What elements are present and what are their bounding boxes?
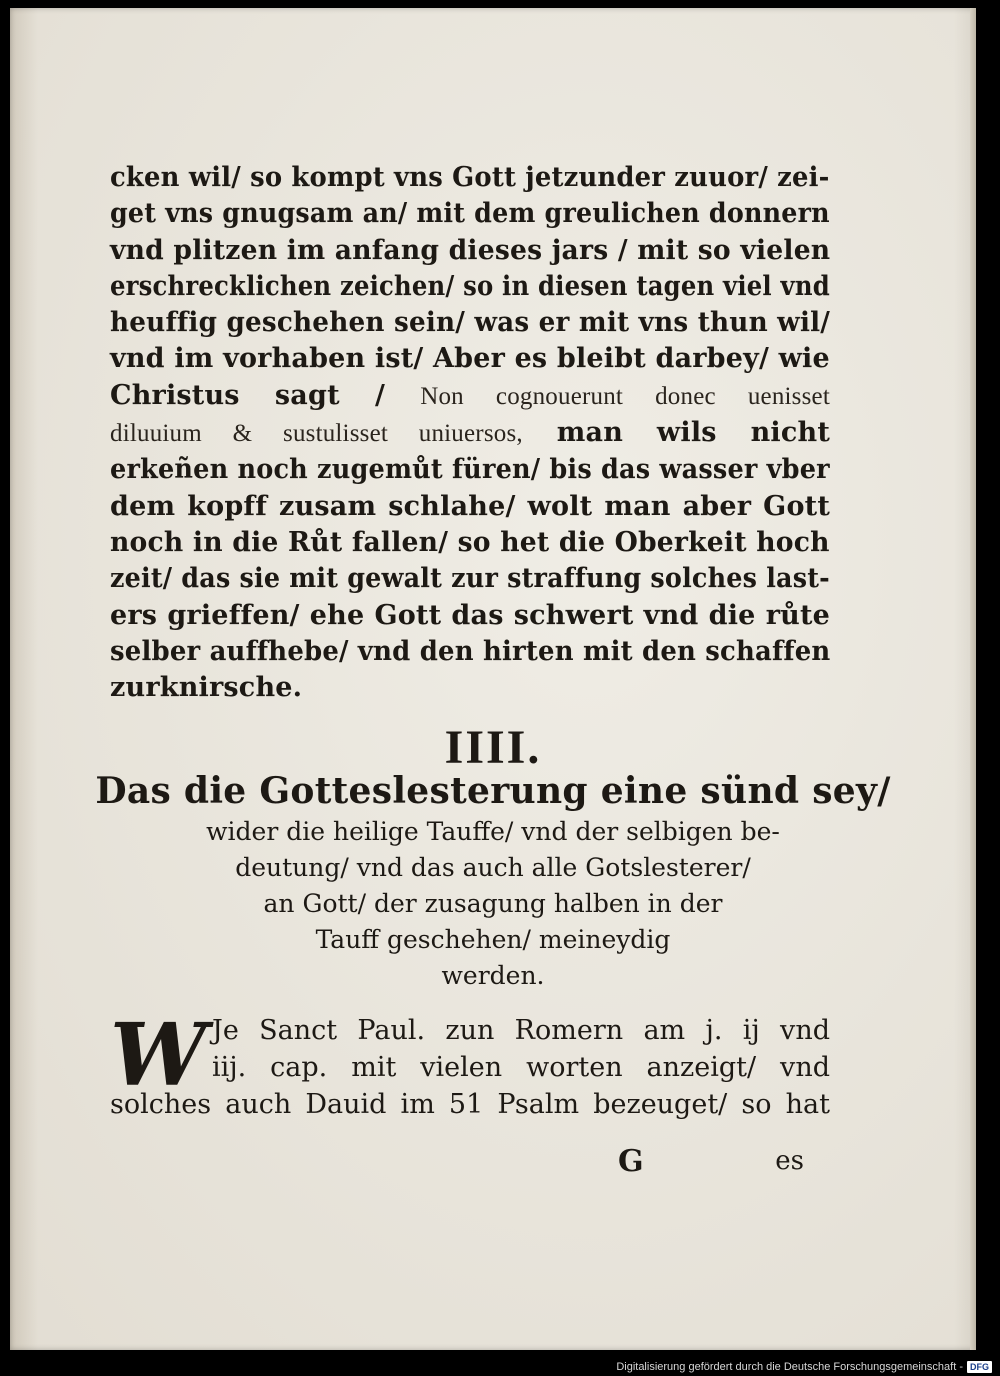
book-page [10, 8, 976, 1350]
text-line-14: selber auffhebe/ vnd den hirten mit den schaffen [110, 635, 831, 667]
text-line-13: ers grieffen/ ehe Gott das schwert vnd die růte [110, 599, 830, 631]
heading-line-1: Das die Gotteslesterung eine sünd sey/ [95, 770, 891, 812]
text-line-9: erkeñen noch zugemůt füren/ bis das wasser vber [110, 454, 830, 486]
text-line-7 [110, 378, 830, 415]
signature-line [110, 1144, 830, 1184]
credit-text: Digitalisierung gefördert durch die Deutsche Forschungsgemeinschaft - [616, 1361, 963, 1373]
chapter-heading [10, 768, 976, 994]
text-line-3: vnd plitzen im anfang dieses jars / mit so vielen [110, 234, 831, 266]
chapter-number: IIII. [444, 721, 542, 774]
text-line-7-german: Christus sagt / [110, 379, 421, 411]
paragraph-line-1: Je Sanct Paul. zun Romern am j. ij vnd [212, 1015, 830, 1046]
body-text [110, 160, 830, 706]
latin-quote-1: Non cognouerunt donec uenisset [420, 382, 830, 410]
catchword: es [775, 1146, 804, 1176]
text-line-6: vnd im vorhaben ist/ Aber es bleibt darbey/ wie [110, 343, 830, 375]
text-line-10: dem kopff zusam schlahe/ wolt man aber Gott [110, 490, 830, 522]
text-line-1: cken wil/ so kompt vns Gott jetzunder zuuor/ zei- [110, 162, 830, 193]
heading-line-6: werden. [441, 961, 545, 990]
text-line-8-german: man wils nicht [556, 417, 830, 449]
signature-mark: G [618, 1144, 644, 1179]
chapter-paragraph [110, 1005, 830, 1123]
heading-line-4: an Gott/ der zusagung halben in der [263, 889, 723, 918]
drop-cap-initial: W [110, 1005, 207, 1106]
paragraph-line-3: solches auch Dauid im 51 Psalm bezeuget/ so hat [110, 1089, 830, 1120]
dfg-logo: DFG [967, 1361, 992, 1373]
digitization-credit [616, 1361, 992, 1373]
text-line-5: heuffig geschehen sein/ was er mit vns thun wil/ [110, 307, 831, 339]
text-line-11: noch in die Růt fallen/ so het die Oberkeit hoch [110, 526, 830, 558]
text-line-12: zeit/ das sie mit gewalt zur straffung solches last- [110, 563, 830, 595]
text-line-2: get vns gnugsam an/ mit dem greulichen donnern [110, 198, 830, 230]
heading-line-3: deutung/ vnd das auch alle Gotslesterer/ [235, 853, 751, 882]
latin-quote-2: diluuium & sustulisset uniuersos, [110, 420, 523, 448]
text-line-15: zurknirsche. [110, 672, 303, 704]
heading-line-2: wider die heilige Tauffe/ vnd der selbigen be- [206, 817, 780, 846]
paragraph-line-2: iij. cap. mit vielen worten anzeigt/ vnd [212, 1052, 830, 1083]
text-line-8 [110, 415, 830, 452]
text-line-4: erschrecklichen zeichen/ so in diesen tagen viel vnd [110, 270, 830, 302]
heading-line-5: Tauff geschehen/ meineydig [315, 925, 671, 954]
page-edge [970, 8, 976, 1350]
